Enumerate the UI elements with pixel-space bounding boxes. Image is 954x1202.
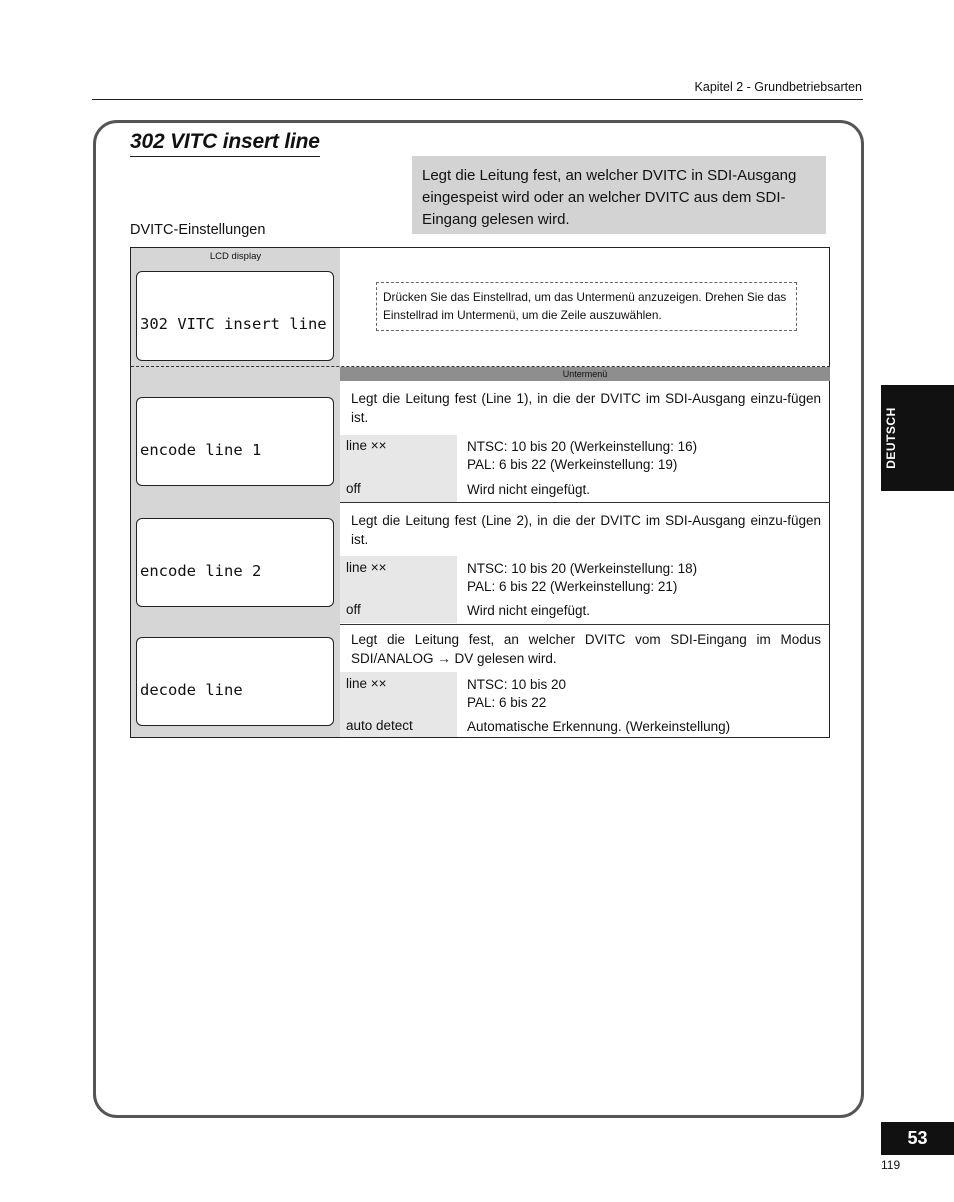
option-label: line ××	[346, 438, 387, 453]
page-number: 119	[881, 1158, 901, 1172]
option-value: PAL: 6 bis 22 (Werkeinstellung: 19)	[467, 457, 678, 472]
option-value: PAL: 6 bis 22 (Werkeinstellung: 21)	[467, 579, 678, 594]
option-label: auto detect	[346, 718, 413, 733]
option-value: Wird nicht eingefügt.	[467, 482, 591, 497]
option-value: Wird nicht eingefügt.	[467, 603, 591, 618]
lcd-line: encode line 2	[140, 562, 262, 580]
main-menu-note: Drücken Sie das Einstellrad, um das Untermenü anzuzeigen. Drehen Sie das Einstellrad im Untermenü, um die Zeile auszuwählen.	[376, 282, 797, 331]
lcd-encode-line-1	[136, 397, 334, 486]
row-divider	[340, 624, 830, 625]
row-description: Legt die Leitung fest (Line 2), in die der DVITC im SDI-Ausgang einzu-fügen ist.	[351, 513, 821, 547]
option-label: line ××	[346, 676, 387, 691]
settings-subheading: DVITC-Einstellungen	[130, 222, 266, 238]
chapter-header: Kapitel 2 - Grundbetriebsarten	[694, 80, 862, 94]
option-value: NTSC: 10 bis 20 (Werkeinstellung: 16)	[467, 439, 698, 454]
lcd-main-menu	[136, 271, 334, 361]
row-description: Legt die Leitung fest, an welcher DVITC vom SDI-Eingang im Modus SDI/ANALOG → DV gelesen wird.	[351, 632, 821, 666]
row-description: Legt die Leitung fest (Line 1), in die der DVITC im SDI-Ausgang einzu-fügen ist.	[351, 391, 821, 425]
option-label: off	[346, 481, 361, 496]
section-title: 302 VITC insert line	[130, 130, 320, 157]
lcd-line: encode line 1	[140, 441, 262, 459]
option-value: Automatische Erkennung. (Werkeinstellung)	[467, 719, 731, 734]
row-divider	[340, 502, 830, 503]
page-badge: 53	[881, 1122, 954, 1155]
section-description: Legt die Leitung fest, an welcher DVITC in SDI-Ausgang eingespeist wird oder an welcher DVITC aus dem SDI-Eingang gelesen wird.	[412, 156, 826, 234]
lcd-encode-line-2	[136, 518, 334, 607]
lcd-column-label: LCD display	[209, 251, 262, 262]
option-value: PAL: 6 bis 22	[467, 695, 547, 710]
header-rule	[92, 99, 863, 100]
option-label: off	[346, 602, 361, 617]
lcd-decode-line	[136, 637, 334, 726]
option-value: NTSC: 10 bis 20	[467, 677, 567, 692]
option-value: NTSC: 10 bis 20 (Werkeinstellung: 18)	[467, 561, 698, 576]
submenu-label: Untermenü	[340, 367, 830, 381]
lcd-line: 302 VITC insert line	[140, 315, 327, 333]
option-label: line ××	[346, 560, 387, 575]
lcd-line: decode line	[140, 681, 243, 699]
